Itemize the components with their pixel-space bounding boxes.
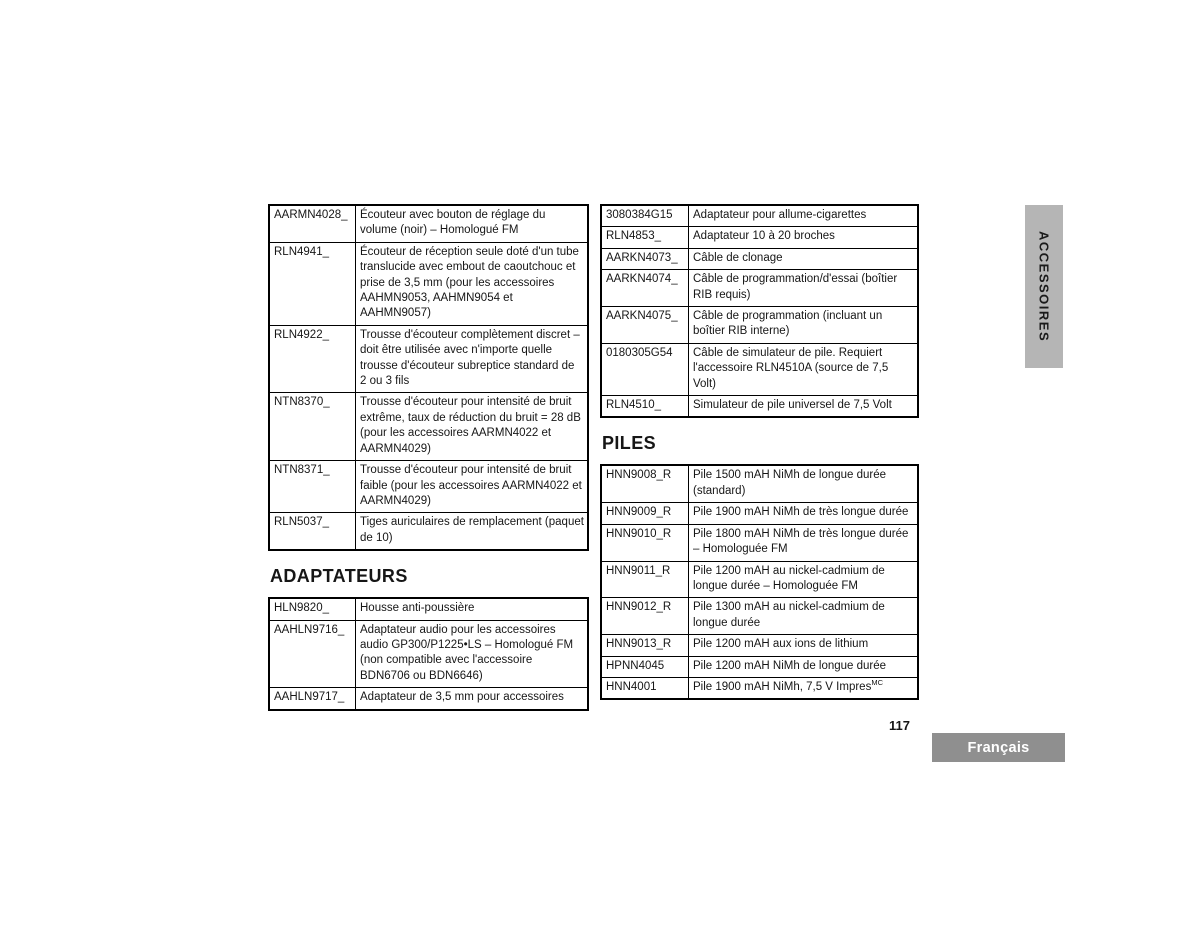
batteries-table (600, 464, 919, 700)
description-cell: Pile 1200 mAH au nickel-cadmium de longue durée – Homologuée FM (689, 561, 919, 598)
part-number-cell: 3080384G15 (601, 205, 689, 227)
description-cell: Câble de clonage (689, 248, 919, 269)
description-cell: Pile 1300 mAH au nickel-cadmium de longue durée (689, 598, 919, 635)
description-cell: Tiges auriculaires de remplacement (paquet de 10) (356, 513, 589, 550)
part-number-cell: HPNN4045 (601, 656, 689, 677)
part-number-cell: RLN4922_ (269, 325, 356, 393)
part-number-cell: RLN4510_ (601, 396, 689, 418)
description-cell: Adaptateur 10 à 20 broches (689, 227, 919, 248)
part-number-cell: HLN9820_ (269, 598, 356, 620)
table-row (269, 393, 588, 461)
part-number-cell: AARKN4074_ (601, 270, 689, 307)
table-row (269, 461, 588, 513)
description-cell: Écouteur avec bouton de réglage du volume (noir) – Homologué FM (356, 205, 589, 242)
table-row (601, 598, 918, 635)
part-number-cell: HNN9013_R (601, 635, 689, 656)
description-cell: Trousse d'écouteur pour intensité de bruit faible (pour les accessoires AARMN4022 et AARMN4029) (356, 461, 589, 513)
part-number-cell: HNN9012_R (601, 598, 689, 635)
description-cell: Pile 1500 mAH NiMh de longue durée (standard) (689, 465, 919, 502)
trademark-superscript: MC (871, 678, 883, 688)
table-row (601, 205, 918, 227)
right-column (600, 204, 919, 700)
table-row (269, 325, 588, 393)
part-number-cell: RLN4941_ (269, 242, 356, 325)
description-cell: Pile 1800 mAH NiMh de très longue durée – Homologuée FM (689, 524, 919, 561)
description-cell: Trousse d'écouteur complètement discret – doit être utilisée avec n'importe quelle trousse d'écouteur subreptice standard de 2 ou 3 fils (356, 325, 589, 393)
table-row (601, 343, 918, 395)
table-row (269, 598, 588, 620)
description-cell: Pile 1900 mAH NiMh, 7,5 V Impres$^{MC}$ (689, 677, 919, 699)
part-number-cell: HNN9010_R (601, 524, 689, 561)
table-row (601, 465, 918, 502)
part-number-cell: AARKN4075_ (601, 307, 689, 344)
part-number-cell: NTN8371_ (269, 461, 356, 513)
accessories-section-tab: ACCESSOIRES (1025, 205, 1063, 368)
page-number: 117 (889, 718, 910, 733)
adapters-table (268, 597, 589, 710)
part-number-cell: HNN9009_R (601, 503, 689, 524)
description-cell: Adaptateur de 3,5 mm pour accessoires (356, 688, 589, 710)
part-number-cell: NTN8370_ (269, 393, 356, 461)
table-row (269, 513, 588, 550)
part-number-cell: RLN4853_ (601, 227, 689, 248)
table-row (601, 561, 918, 598)
description-cell: Câble de programmation (incluant un boîtier RIB interne) (689, 307, 919, 344)
description-cell: Adaptateur pour allume-cigarettes (689, 205, 919, 227)
table-row (601, 656, 918, 677)
part-number-cell: AARKN4073_ (601, 248, 689, 269)
left-column (268, 204, 589, 711)
description-cell: Câble de simulateur de pile. Requiert l'accessoire RLN4510A (source de 7,5 Volt) (689, 343, 919, 395)
description-cell: Écouteur de réception seule doté d'un tube translucide avec embout de caoutchouc et prise de 3,5 mm (pour les accessoires AAHMN9053, AAHMN9054 et AAHMN9057) (356, 242, 589, 325)
description-cell: Trousse d'écouteur pour intensité de bruit extrême, taux de réduction du bruit = 28 dB (pour les accessoires AARMN4022 et AARMN4029) (356, 393, 589, 461)
part-number-cell: HNN4001 (601, 677, 689, 699)
adapters-heading: ADAPTATEURS (270, 566, 408, 587)
part-number-cell: 0180305G54 (601, 343, 689, 395)
table-row (601, 396, 918, 418)
table-row (601, 635, 918, 656)
description-cell: Pile 1900 mAH NiMh de très longue durée (689, 503, 919, 524)
table-row (601, 677, 918, 699)
cables-table (600, 204, 919, 418)
table-row (601, 524, 918, 561)
part-number-cell: RLN5037_ (269, 513, 356, 550)
table-row (601, 248, 918, 269)
audio-accessories-table (268, 204, 589, 551)
description-cell: Housse anti-poussière (356, 598, 589, 620)
part-number-cell: HNN9008_R (601, 465, 689, 502)
table-row (269, 242, 588, 325)
language-label: Français (967, 739, 1030, 756)
language-bar (932, 733, 1065, 762)
description-cell: Câble de programmation/d'essai (boîtier RIB requis) (689, 270, 919, 307)
table-row (601, 227, 918, 248)
table-row (601, 307, 918, 344)
part-number-cell: HNN9011_R (601, 561, 689, 598)
description-cell: Simulateur de pile universel de 7,5 Volt (689, 396, 919, 418)
description-cell: Pile 1200 mAH aux ions de lithium (689, 635, 919, 656)
table-row (269, 688, 588, 710)
part-number-cell: AAHLN9717_ (269, 688, 356, 710)
table-row (601, 503, 918, 524)
table-row (269, 620, 588, 688)
batteries-heading: PILES (602, 433, 657, 454)
table-row (601, 270, 918, 307)
table-row (269, 205, 588, 242)
part-number-cell: AAHLN9716_ (269, 620, 356, 688)
description-cell: Adaptateur audio pour les accessoires audio GP300/P1225•LS – Homologué FM (non compatible avec l'accessoire BDN6706 ou BDN6646) (356, 620, 589, 688)
description-cell: Pile 1200 mAH NiMh de longue durée (689, 656, 919, 677)
part-number-cell: AARMN4028_ (269, 205, 356, 242)
